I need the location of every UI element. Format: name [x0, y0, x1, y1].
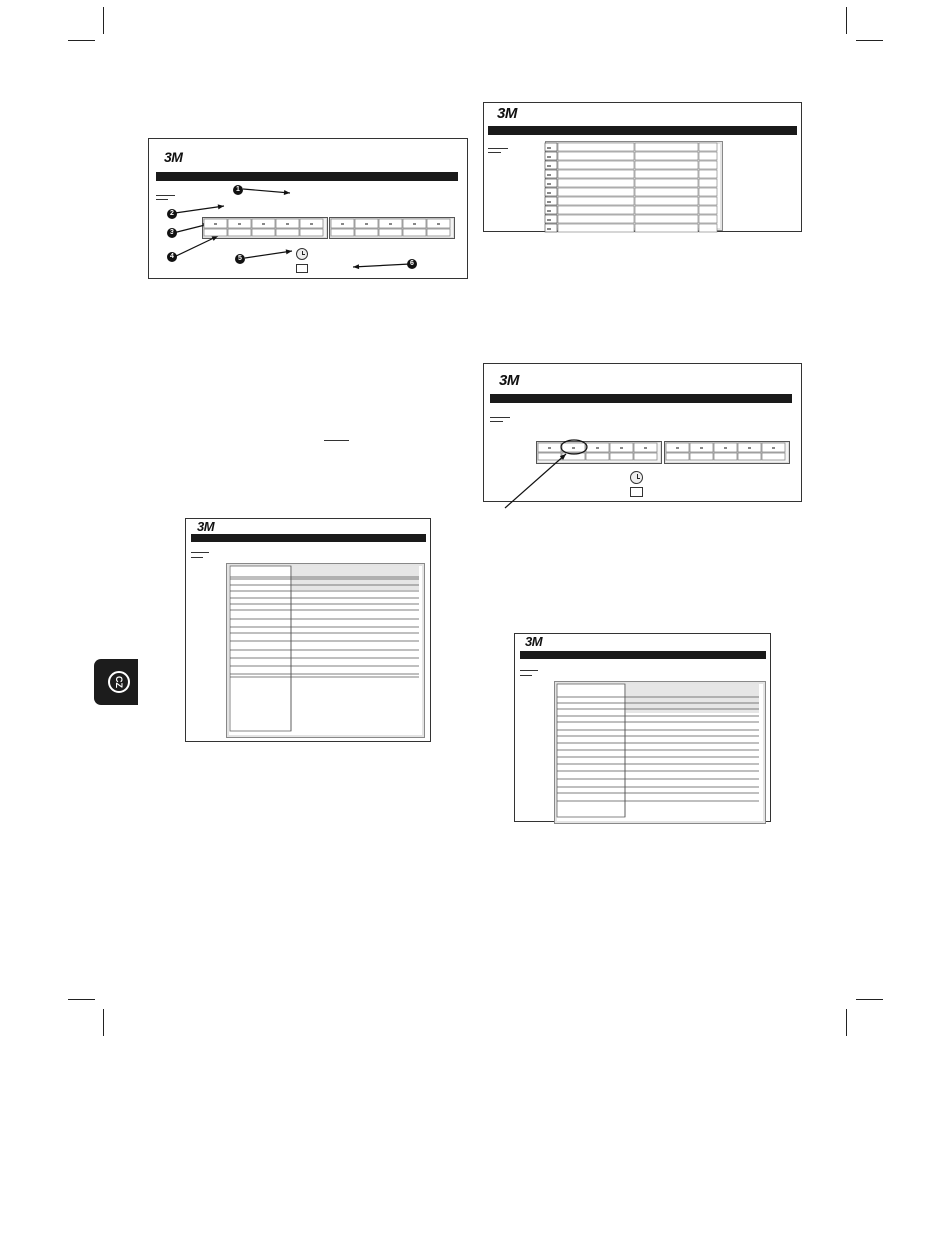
logo-3m: 3M — [164, 149, 183, 165]
list-index-cell — [545, 143, 557, 151]
code-cell — [379, 229, 402, 236]
list-value-cell — [635, 161, 698, 169]
list-value-cell — [635, 143, 698, 151]
callout-6: 6 — [407, 259, 417, 269]
callout-arrow — [353, 264, 410, 267]
callout-arrow — [174, 236, 218, 257]
callout-arrow — [243, 189, 290, 193]
code-cell — [738, 453, 761, 460]
list-index-cell — [545, 161, 557, 169]
list-value-cell — [635, 188, 698, 196]
list-flag-cell — [699, 197, 717, 205]
list-flag-cell — [699, 152, 717, 160]
code-cell — [762, 453, 785, 460]
callout-arrow — [505, 454, 566, 508]
code-cell — [331, 229, 354, 236]
list-name-cell — [558, 161, 634, 169]
list-value-cell — [635, 215, 698, 223]
list-index-cell — [545, 152, 557, 160]
list-value-cell — [635, 224, 698, 232]
code-cell — [610, 453, 633, 460]
logo-3m: 3M — [499, 372, 519, 389]
code-cell — [228, 229, 251, 236]
list-index-cell — [545, 170, 557, 178]
callout-3: 3 — [167, 228, 177, 238]
code-cell — [276, 229, 299, 236]
list-flag-cell — [699, 215, 717, 223]
callout-arrow — [175, 206, 224, 213]
callout-2: 2 — [167, 209, 177, 219]
list-value-cell — [635, 170, 698, 178]
table-shade — [291, 566, 419, 590]
code-cell — [427, 229, 450, 236]
code-cell — [714, 453, 737, 460]
callout-4: 4 — [167, 252, 177, 262]
list-index-cell — [545, 206, 557, 214]
callout-arrow — [245, 251, 292, 258]
arrow-head — [286, 249, 292, 254]
list-name-cell — [558, 206, 634, 214]
list-name-cell — [558, 188, 634, 196]
list-index-cell — [545, 179, 557, 187]
list-value-cell — [635, 206, 698, 214]
code-cell — [666, 453, 689, 460]
list-name-cell — [558, 215, 634, 223]
logo-3m: 3M — [525, 634, 543, 649]
code-cell — [586, 453, 609, 460]
callout-1: 1 — [233, 185, 243, 195]
arrow-head — [218, 204, 224, 209]
list-flag-cell — [699, 161, 717, 169]
list-name-cell — [558, 179, 634, 187]
callout-5: 5 — [235, 254, 245, 264]
code-cell — [355, 229, 378, 236]
code-cell — [538, 453, 561, 460]
list-name-cell — [558, 224, 634, 232]
list-name-cell — [558, 197, 634, 205]
list-value-cell — [635, 152, 698, 160]
list-index-cell — [545, 224, 557, 232]
list-name-cell — [558, 152, 634, 160]
table-frame — [557, 684, 625, 817]
logo-3m: 3M — [497, 105, 517, 122]
list-flag-cell — [699, 206, 717, 214]
code-cell — [252, 229, 275, 236]
code-cell — [403, 229, 426, 236]
list-value-cell — [635, 197, 698, 205]
list-flag-cell — [699, 188, 717, 196]
code-cell — [634, 453, 657, 460]
language-tab-label: CZ — [108, 671, 130, 693]
list-flag-cell — [699, 143, 717, 151]
arrow-head — [353, 264, 359, 269]
list-name-cell — [558, 143, 634, 151]
code-cell — [300, 229, 323, 236]
list-value-cell — [635, 179, 698, 187]
list-flag-cell — [699, 224, 717, 232]
code-cell — [204, 229, 227, 236]
list-flag-cell — [699, 170, 717, 178]
list-index-cell — [545, 197, 557, 205]
list-index-cell — [545, 188, 557, 196]
list-index-cell — [545, 215, 557, 223]
list-name-cell — [558, 170, 634, 178]
logo-3m: 3M — [197, 519, 215, 534]
code-cell — [690, 453, 713, 460]
list-flag-cell — [699, 179, 717, 187]
